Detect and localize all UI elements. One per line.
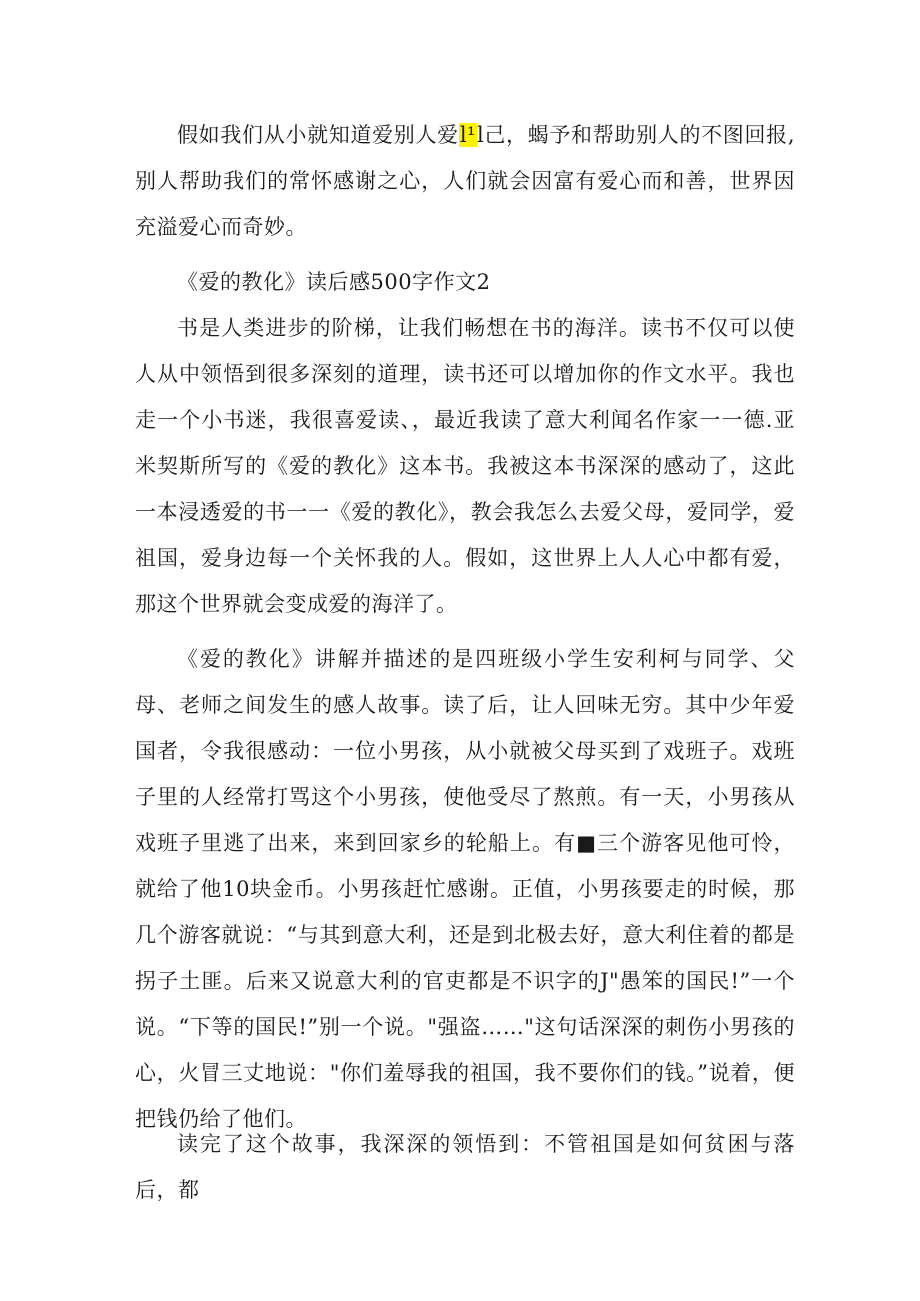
essay-heading: 《爱的教化》读后感500字作文2 — [177, 270, 491, 294]
paragraph-book-intro: 书是人类进步的阶梯，让我们畅想在书的海洋。读书不仅可以使人从中领悟到很多深刻的道理，读书还可以增加你的作文水平。我也走一个小书迷，我很喜爱读、，最近我读了意大利闻名作家一一德.亚米契斯所写的《爱的教化》这本书。我被这本书深深的感动了，这此一本浸透爱的书一一《爱的教化》，教会我怎么去爱父母，爱同学，爱祖国，爱身边每一个关怀我的人。假如，这世界上人人心中都有爱，那这个世界就会变成爱的海洋了。 — [135, 316, 795, 616]
paragraph-story: 《爱的教化》讲解并描述的是四班级小学生安利柯与同学、父母、老师之间发生的感人故事。读了后，让人回味无穷。其中少年爱国者，令我很感动：一位小男孩，从小就被父母买到了戏班子。戏班子里的人经常打骂这个小男孩，使他受尽了熬煎。有一天，小男孩从戏班子里逃了出来，来到回家乡的轮船上。有■三个游客见他可怜，就给了他10块金币。小男孩赶忙感谢。正值，小男孩要走的时候，那几个游客就说：“与其到意大利，还是到北极去好，意大利住着的都是拐子土匪。后来又说意大利的官吏都是不识字的J"愚笨的国民!”一个说。“下等的国民!”别一个说。"强盗……"这句话深深的刺伤小男孩的心，火冒三丈地说："你们羞辱我的祖国，我不要你们的钱。”说着，便把钱仍给了他们。 — [135, 647, 795, 1131]
paragraph-text-after: l己，蝎予和帮助别人的不图回报,别人帮助我们的常怀感谢之心，人们就会因富有爱心而和善，世界因充溢爱心而奇妙。 — [135, 123, 796, 239]
highlighted-text: l¹ — [459, 123, 476, 147]
paragraph-text-before: 假如我们从小就知道爱别人爱 — [177, 123, 459, 147]
paragraph-reflection: 读完了这个故事，我深深的领悟到：不管祖国是如何贫困与落后，都 — [135, 1132, 795, 1202]
paragraph-intro-ending — [135, 112, 795, 250]
